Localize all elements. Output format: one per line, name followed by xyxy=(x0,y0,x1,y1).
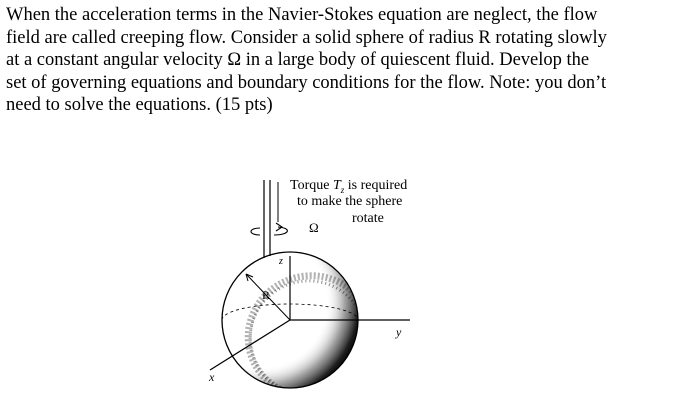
torque-caption-line-1: Torque $T_z$ is required xyxy=(290,178,408,195)
problem-line-3: at a constant angular velocity Ω in a large body of quiescent fluid. Develop the xyxy=(6,50,590,70)
omega-label: Ω xyxy=(309,220,319,235)
x-axis-label: x xyxy=(209,370,215,384)
problem-statement xyxy=(6,4,670,117)
problem-line-2: field are called creeping flow. Consider a solid sphere of radius R rotating slowly xyxy=(6,27,607,48)
problem-line-5: need to solve the equations. (15 pts) xyxy=(6,95,273,115)
rotating-sphere-figure xyxy=(190,170,460,406)
torque-caption-line-2: to make the sphere xyxy=(297,194,403,209)
torque-caption-line-3: rotate xyxy=(352,211,384,226)
torque-symbol: T xyxy=(332,178,341,193)
rotation-arrow xyxy=(251,227,287,235)
torque-subscript: z xyxy=(340,184,345,195)
y-axis-label: y xyxy=(396,325,402,339)
problem-line-1: When the acceleration terms in the Navier-Stokes equation are neglect, the flow xyxy=(6,5,598,25)
radius-label: R xyxy=(262,288,271,302)
problem-line-4: set of governing equations and boundary conditions for the flow. Note: you don’t xyxy=(6,72,607,93)
z-axis-label: z xyxy=(279,256,283,267)
